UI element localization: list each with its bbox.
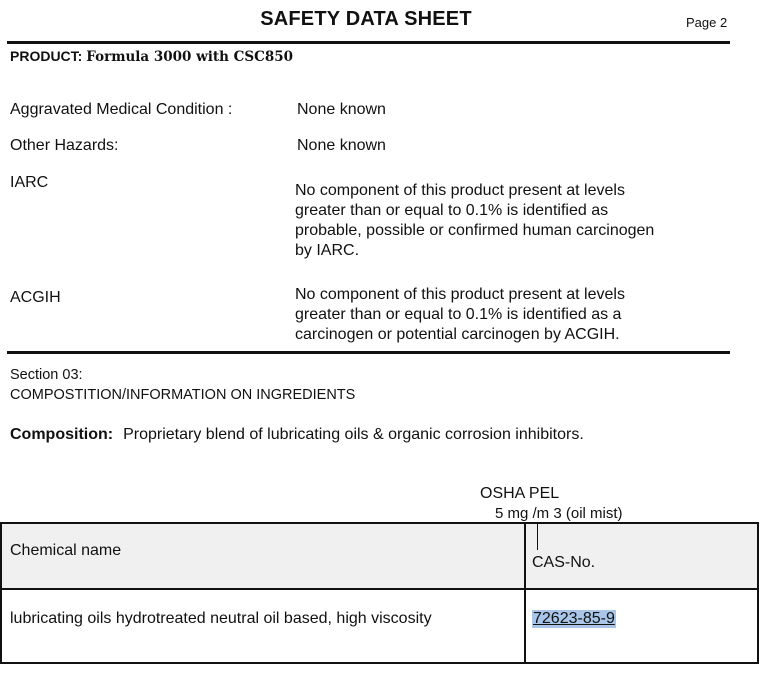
product-label: PRODUCT:: [10, 48, 83, 64]
product-line: [10, 48, 293, 65]
osha-pel-value: 5 mg /m 3 (oil mist): [495, 505, 623, 522]
aggravated-value: None known: [297, 101, 386, 118]
section-title: COMPOSTITION/INFORMATION ON INGREDIENTS: [10, 387, 356, 403]
header-cas-no: CAS-No.: [532, 554, 596, 571]
table-header-row: [2, 524, 757, 590]
composition-label: Composition:: [10, 426, 114, 443]
table-cell-cas-selected[interactable]: 72623-85-9: [533, 610, 615, 627]
acgih-text: No component of this product present at levels greater than or equal to 0.1% is identified as a carcinogen or potential carcinogen by ACGIH.: [295, 286, 625, 343]
ingredients-table: [0, 522, 759, 664]
other-hazards-value: None known: [297, 137, 386, 154]
composition-line: [10, 426, 584, 444]
column-divider: [524, 524, 526, 662]
product-name: Formula 3000 with CSC850: [86, 49, 294, 65]
osha-pel-label: OSHA PEL: [480, 485, 560, 502]
section-number: Section 03:: [10, 367, 83, 383]
cell-cursor-mark: [537, 524, 538, 550]
section-rule: [7, 351, 730, 354]
other-hazards-label: Other Hazards:: [10, 137, 119, 154]
aggravated-label: Aggravated Medical Condition :: [10, 101, 233, 118]
composition-text: Proprietary blend of lubricating oils & organic corrosion inhibitors.: [123, 426, 584, 443]
document-title: SAFETY DATA SHEET: [260, 8, 472, 30]
header-chemical-name: Chemical name: [10, 542, 122, 559]
table-cell-chemical: lubricating oils hydrotreated neutral oil based, high viscosity: [10, 610, 432, 627]
header-rule: [7, 41, 730, 44]
page-number: Page 2: [686, 15, 728, 30]
acgih-label: ACGIH: [10, 289, 61, 306]
iarc-label: IARC: [10, 174, 49, 191]
iarc-text: No component of this product present at levels greater than or equal to 0.1% is identified as probable, possible or confirmed human carcinogen by IARC.: [295, 182, 655, 259]
